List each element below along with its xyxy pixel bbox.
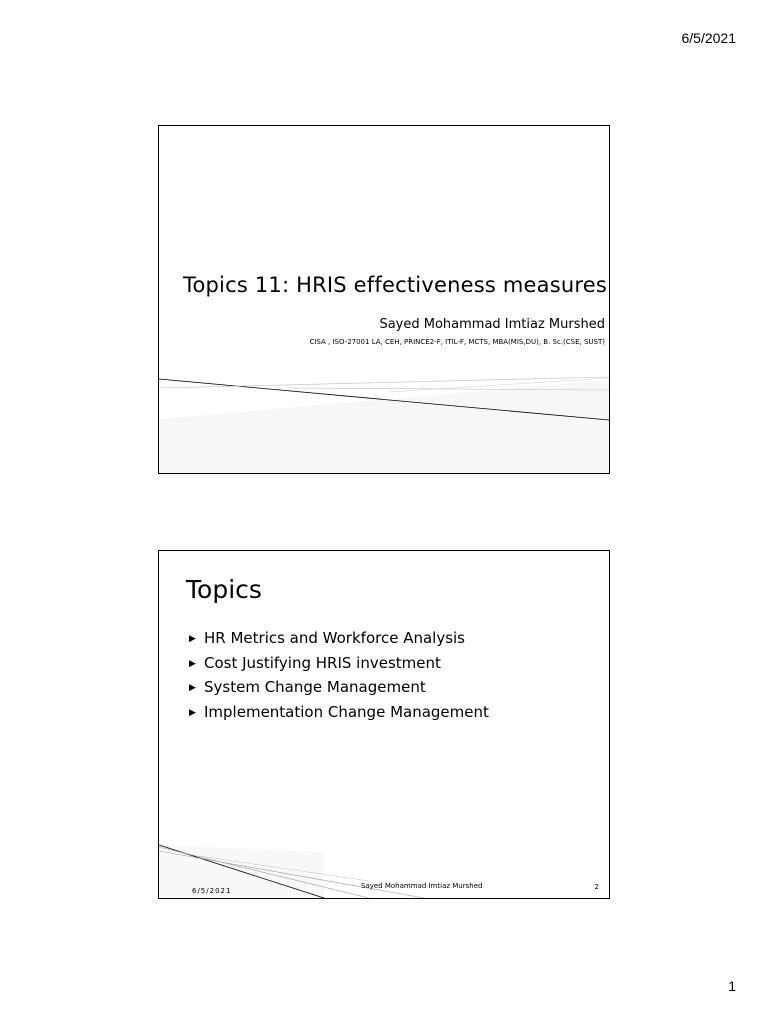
list-item-text: Implementation Change Management (204, 702, 489, 721)
list-item (189, 627, 489, 652)
list-item (189, 676, 489, 701)
list-item (189, 701, 489, 726)
list-item-text: System Change Management (204, 678, 426, 696)
list-item-text: Cost Justifying HRIS investment (204, 653, 441, 672)
slide-title: Topics (186, 575, 262, 604)
triangle-bullet-icon: ▶ (189, 634, 196, 644)
title-slide (158, 125, 610, 474)
page-number: 1 (728, 978, 736, 994)
triangle-bullet-icon: ▶ (189, 683, 196, 693)
slide-footer-author: Sayed Mohammad Imtiaz Murshed (361, 882, 483, 890)
slide-title: Topics 11: HRIS effectiveness measures (183, 273, 607, 297)
author-name: Sayed Mohammad Imtiaz Murshed (379, 317, 605, 332)
topics-list (189, 627, 489, 725)
triangle-bullet-icon: ▶ (189, 658, 196, 669)
list-item (189, 652, 489, 677)
author-credentials: CISA , ISO-27001 LA, CEH, PRINCE2-F, ITIL-F, MCTS, MBA(MIS,DU), B. Sc.(CSE, SUST) (309, 338, 605, 346)
decorative-lines (159, 126, 609, 473)
topics-slide (158, 550, 610, 899)
list-item-text: HR Metrics and Workforce Analysis (204, 629, 465, 647)
triangle-bullet-icon: ▶ (189, 707, 196, 718)
slide-number: 2 (594, 883, 599, 891)
page-date: 6/5/2021 (681, 30, 736, 46)
slide-footer-date: 6/5/2021 (192, 887, 232, 895)
